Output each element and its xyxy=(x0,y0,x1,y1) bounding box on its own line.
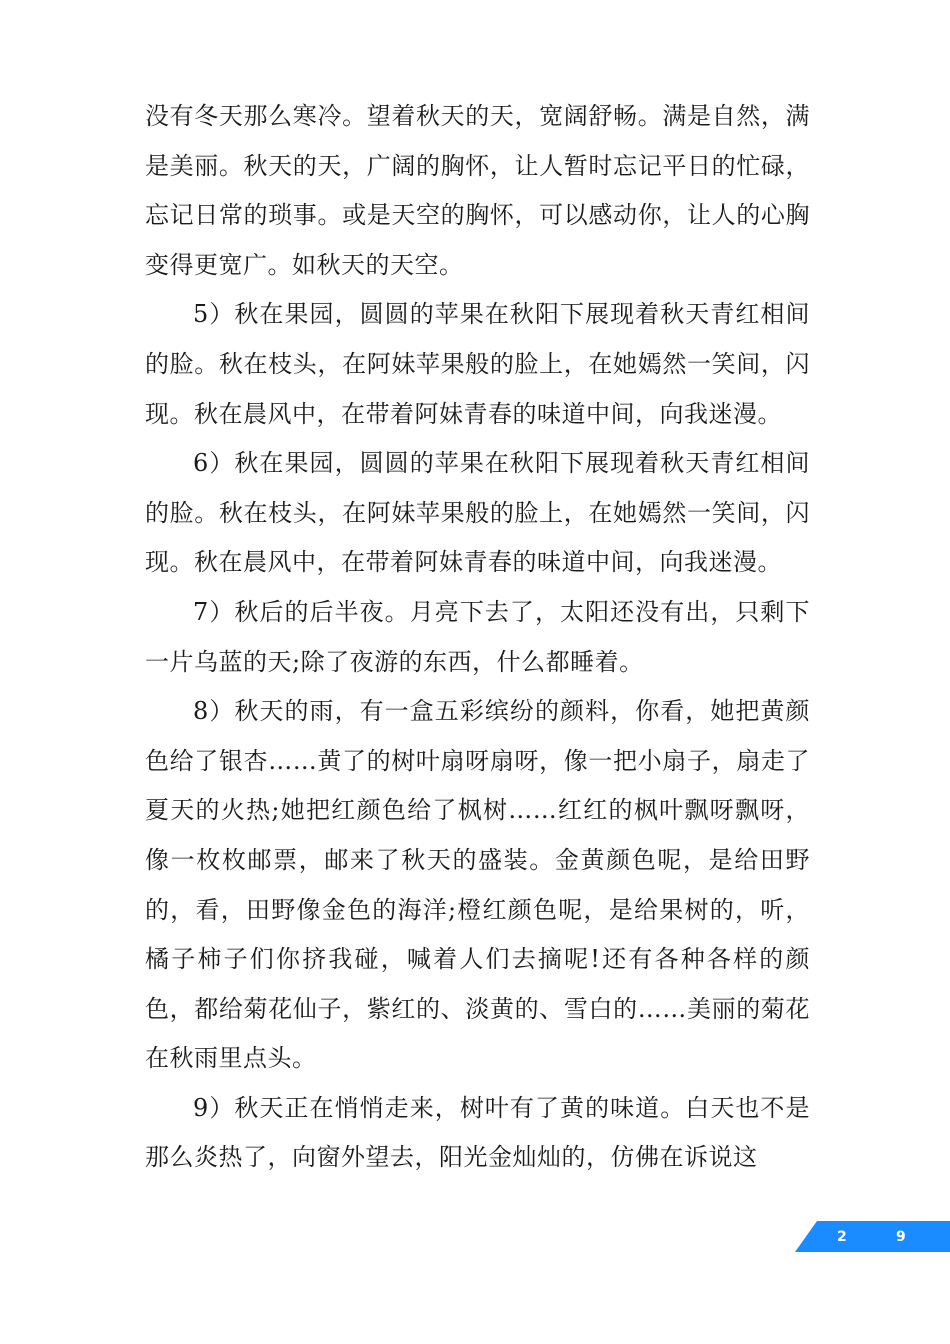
paragraph-8: 8）秋天的雨，有一盒五彩缤纷的颜料，你看，她把黄颜色给了银杏……黄了的树叶扇呀扇呀，像一把小扇子，扇走了夏天的火热;她把红颜色给了枫树……红红的枫叶飘呀飘呀，像一枚枚邮票，邮来了秋天的盛装。金黄颜色呢，是给田野的，看，田野像金色的海洋;橙红颜色呢，是给果树的，听，橘子柿子们你挤我碰，喊着人们去摘呢!还有各种各样的颜色，都给菊花仙子，紫红的、淡黄的、雪白的……美丽的菊花在秋雨里点头。 xyxy=(145,697,810,1073)
paragraph-5: 5）秋在果园，圆圆的苹果在秋阳下展现着秋天青红相间的脸。秋在枝头，在阿妹苹果般的脸上，在她嫣然一笑间，闪现。秋在晨风中，在带着阿妹青春的味道中间，向我迷漫。 xyxy=(145,300,810,428)
page-number-badge xyxy=(795,1221,950,1252)
total-page-count: 9 xyxy=(896,1229,906,1245)
document-body xyxy=(145,92,810,1183)
current-page-number: 2 xyxy=(837,1229,847,1245)
paragraph-9: 9）秋天正在悄悄走来，树叶有了黄的味道。白天也不是那么炎热了，向窗外望去，阳光金灿灿的，仿佛在诉说这 xyxy=(145,1093,810,1172)
badge-shape xyxy=(795,1221,950,1252)
paragraph-6: 6）秋在果园，圆圆的苹果在秋阳下展现着秋天青红相间的脸。秋在枝头，在阿妹苹果般的脸上，在她嫣然一笑间，闪现。秋在晨风中，在带着阿妹青春的味道中间，向我迷漫。 xyxy=(145,449,810,577)
paragraph-7: 7）秋后的后半夜。月亮下去了，太阳还没有出，只剩下一片乌蓝的天;除了夜游的东西，什么都睡着。 xyxy=(145,597,810,676)
paragraph-continuation: 没有冬天那么寒冷。望着秋天的天，宽阔舒畅。满是自然，满是美丽。秋天的天，广阔的胸怀，让人暂时忘记平日的忙碌，忘记日常的琐事。或是天空的胸怀，可以感动你，让人的心胸变得更宽广。如秋天的天空。 xyxy=(145,102,810,279)
